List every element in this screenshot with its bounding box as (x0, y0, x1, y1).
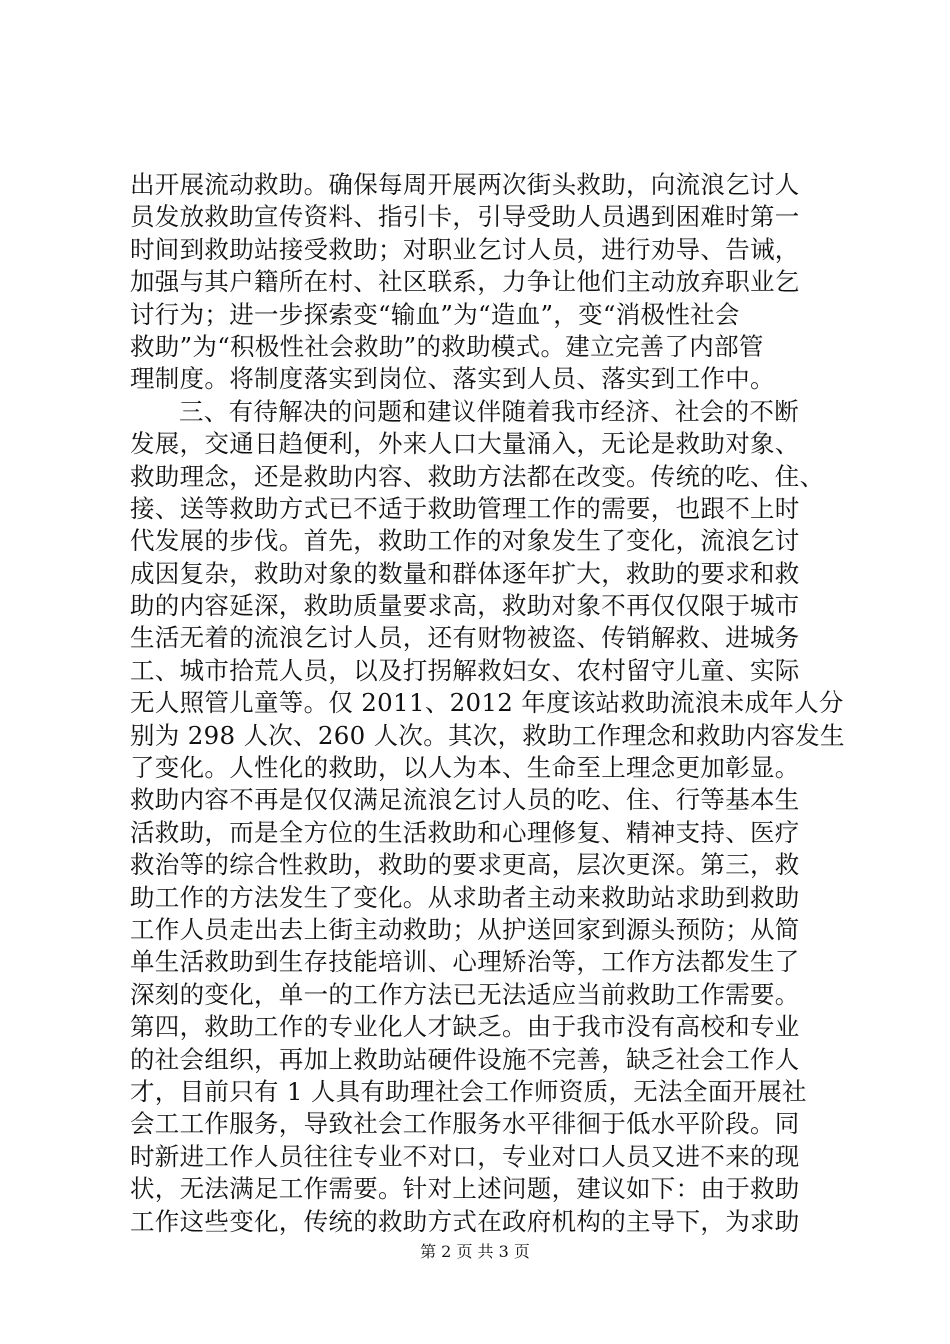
text-line: 救助理念，还是救助内容、救助方法都在改变。传统的吃、住、 (130, 461, 825, 491)
text-line: 救助内容不再是仅仅满足流浪乞讨人员的吃、住、行等基本生 (130, 785, 800, 815)
text-line: 代发展的步伐。首先，救助工作的对象发生了变化，流浪乞讨 (130, 526, 800, 556)
text-line: 理制度。将制度落实到岗位、落实到人员、落实到工作中。 (130, 364, 775, 394)
text-line: 出开展流动救助。确保每周开展两次街头救助，向流浪乞讨人 (130, 170, 800, 199)
text-line: 状，无法满足工作需要。针对上述问题，建议如下：由于救助 (130, 1174, 800, 1204)
text-line: 加强与其户籍所在村、社区联系，力争让他们主动放弃职业乞 (130, 267, 800, 297)
text-line: 员发放救助宣传资料、指引卡，引导受助人员遇到困难时第一 (130, 202, 800, 232)
text-line: 发展，交通日趋便利，外来人口大量涌入，无论是救助对象、 (130, 429, 800, 459)
text-line: 时间到救助站接受救助；对职业乞讨人员，进行劝导、告诫， (130, 234, 800, 264)
text-line: 了变化。人性化的救助，以人为本、生命至上理念更加彰显。 (130, 753, 800, 783)
text-line: 讨行为；进一步探索变“输血”为“造血”，变“消极性社会 (130, 299, 740, 329)
text-line: 单生活救助到生存技能培训、心理矫治等，工作方法都发生了 (130, 947, 800, 977)
text-line: 第四，救助工作的专业化人才缺乏。由于我市没有高校和专业 (130, 1012, 800, 1042)
text-line: 工、城市拾荒人员，以及打拐解救妇女、农村留守儿童、实际 (130, 655, 800, 685)
text-line: 会工工作服务，导致社会工作服务水平徘徊于低水平阶段。同 (130, 1109, 800, 1139)
text-line: 助工作的方法发生了变化。从求助者主动来救助站求助到救助 (130, 882, 800, 912)
text-line: 别为 298 人次、260 人次。其次，救助工作理念和救助内容发生 (130, 720, 845, 750)
text-line: 接、送等救助方式已不适于救助管理工作的需要，也跟不上时 (130, 493, 800, 523)
text-line: 的社会组织，再加上救助站硬件设施不完善，缺乏社会工作人 (130, 1044, 800, 1074)
text-line: 时新进工作人员往往专业不对口，专业对口人员又进不来的现 (130, 1141, 800, 1171)
document-body (130, 169, 845, 1238)
text-line: 救助”为“积极性社会救助”的救助模式。建立完善了内部管 (130, 331, 764, 361)
text-line: 无人照管儿童等。仅 2011、2012 年度该站救助流浪未成年人分 (130, 688, 844, 718)
text-line: 活救助，而是全方位的生活救助和心理修复、精神支持、医疗 (130, 817, 800, 847)
text-line: 工作人员走出去上街主动救助；从护送回家到源头预防；从简 (130, 914, 800, 944)
page-number-footer: 第 2 页 共 3 页 (420, 1242, 530, 1261)
text-line: 工作这些变化，传统的救助方式在政府机构的主导下，为求助 (130, 1206, 800, 1236)
text-line: 深刻的变化，单一的工作方法已无法适应当前救助工作需要。 (130, 979, 800, 1009)
text-line: 才，目前只有 1 人具有助理社会工作师资质，无法全面开展社 (130, 1076, 807, 1106)
paragraph-start-line: 三、有待解决的问题和建议伴随着我市经济、社会的不断 (179, 396, 799, 426)
text-line: 助的内容延深，救助质量要求高，救助对象不再仅仅限于城市 (130, 591, 800, 621)
text-line: 成因复杂，救助对象的数量和群体逐年扩大，救助的要求和救 (130, 558, 800, 588)
text-line: 生活无着的流浪乞讨人员，还有财物被盗、传销解救、进城务 (130, 623, 800, 653)
text-line: 救治等的综合性救助，救助的要求更高，层次更深。第三，救 (130, 850, 800, 880)
